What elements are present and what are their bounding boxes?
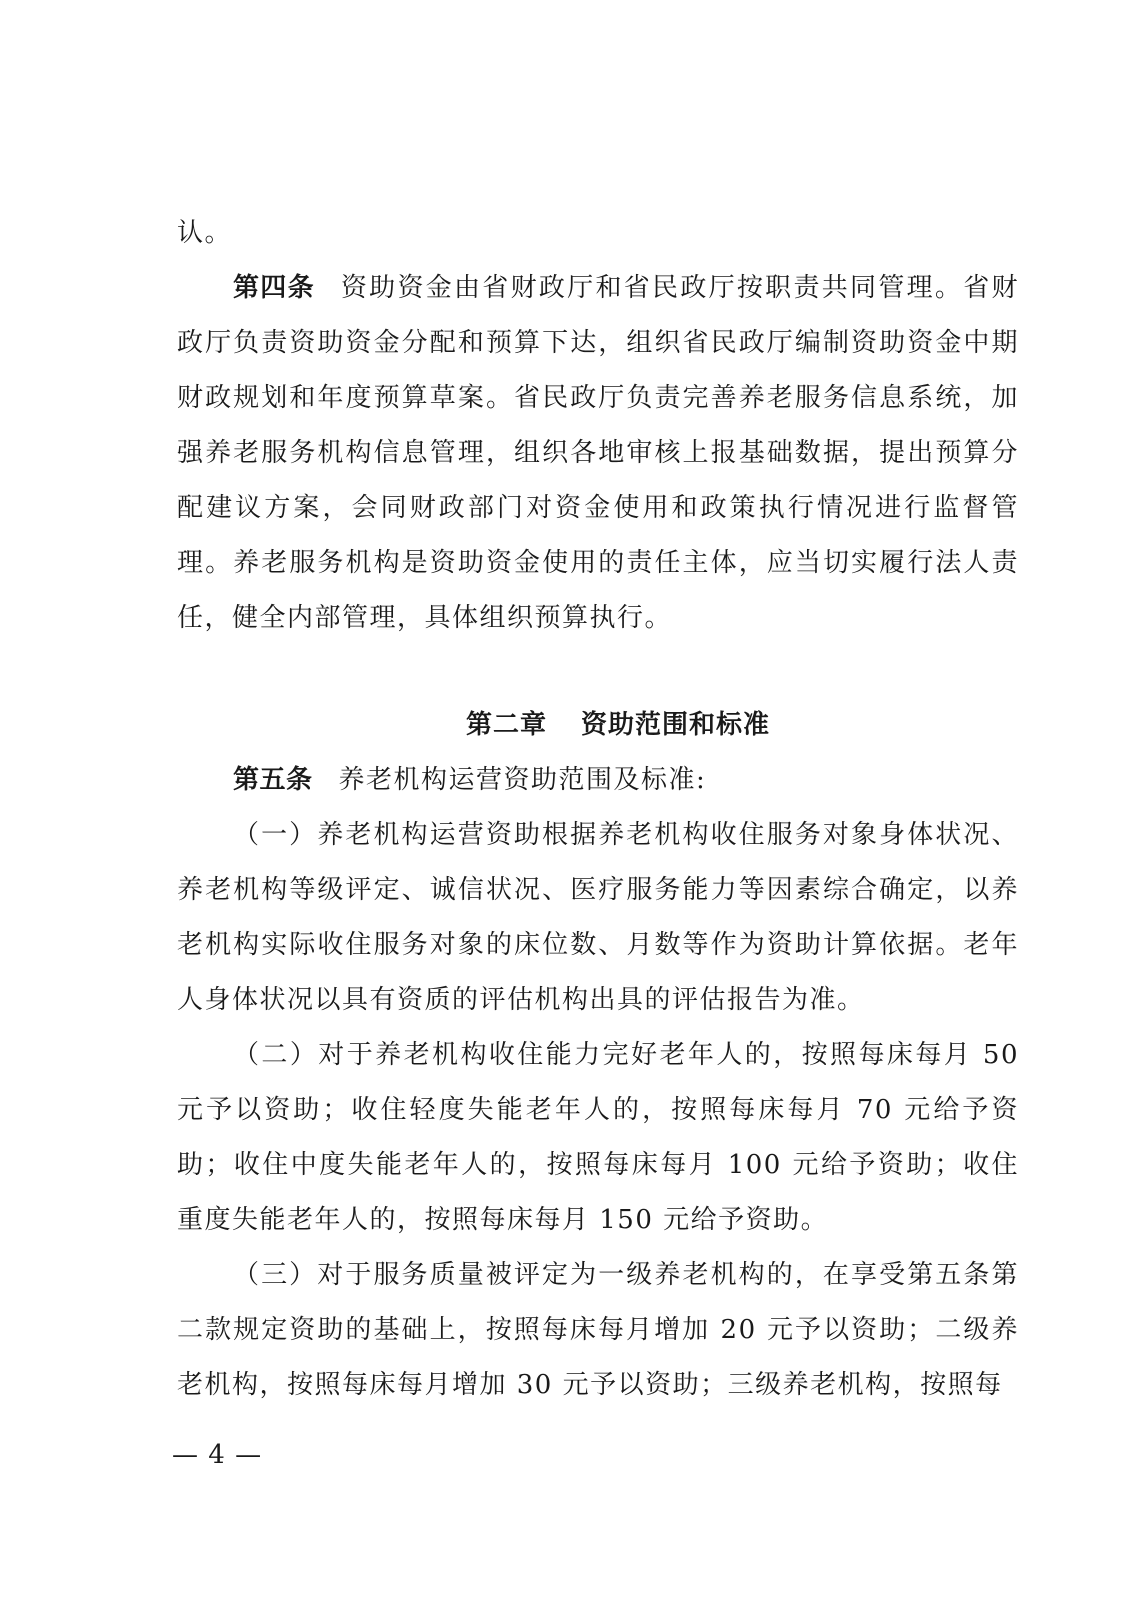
article-5-text: 养老机构运营资助范围及标准:	[338, 765, 707, 795]
clause-1-paragraph: （一）养老机构运营资助根据养老机构收住服务对象身体状况、养老机构等级评定、诚信状况、医疗服务能力等因素综合确定，以养老机构实际收住服务对象的床位数、月数等作为资助计算依据。老年人身体状况以具有资质的评估机构出具的评估报告为准。	[177, 820, 1019, 1015]
clause-2-paragraph: （二）对于养老机构收住能力完好老年人的，按照每床每月 50 元予以资助；收住轻度失能老年人的，按照每床每月 70 元给予资助；收住中度失能老年人的，按照每床每月 100 元给予资助；收住重度失能老年人的，按照每床每月 150 元给予资助。	[177, 1040, 1019, 1235]
article-4-paragraph	[177, 261, 1019, 646]
clause-3-paragraph: （三）对于服务质量被评定为一级养老机构的，在享受第五条第二款规定资助的基础上，按照每床每月增加 20 元予以资助；二级养老机构，按照每床每月增加 30 元予以资助；三级养老机构，按照每	[177, 1260, 1019, 1400]
chapter-2-title: 资助范围和标准	[581, 710, 771, 740]
continuation-paragraph: 认。	[177, 218, 233, 248]
chapter-2-heading	[177, 698, 1019, 753]
article-4-text: 资助资金由省财政厅和省民政厅按职责共同管理。省财政厅负责资助资金分配和预算下达，组织省民政厅编制资助资金中期财政规划和年度预算草案。省民政厅负责完善养老服务信息系统，加强养老服务机构信息管理，组织各地审核上报基础数据，提出预算分配建议方案，会同财政部门对资金使用和政策执行情况进行监督管理。养老服务机构是资助资金使用的责任主体，应当切实履行法人责任，健全内部管理，具体组织预算执行。	[177, 273, 1019, 633]
chapter-2-number: 第二章	[465, 710, 547, 740]
top-text-block	[177, 206, 1019, 646]
chapter-2-block	[177, 698, 1019, 1413]
article-5-paragraph	[177, 753, 1019, 808]
page-number: — 4 —	[172, 1440, 263, 1470]
article-5-label: 第五条	[233, 765, 313, 795]
article-4-label: 第四条	[233, 273, 315, 303]
